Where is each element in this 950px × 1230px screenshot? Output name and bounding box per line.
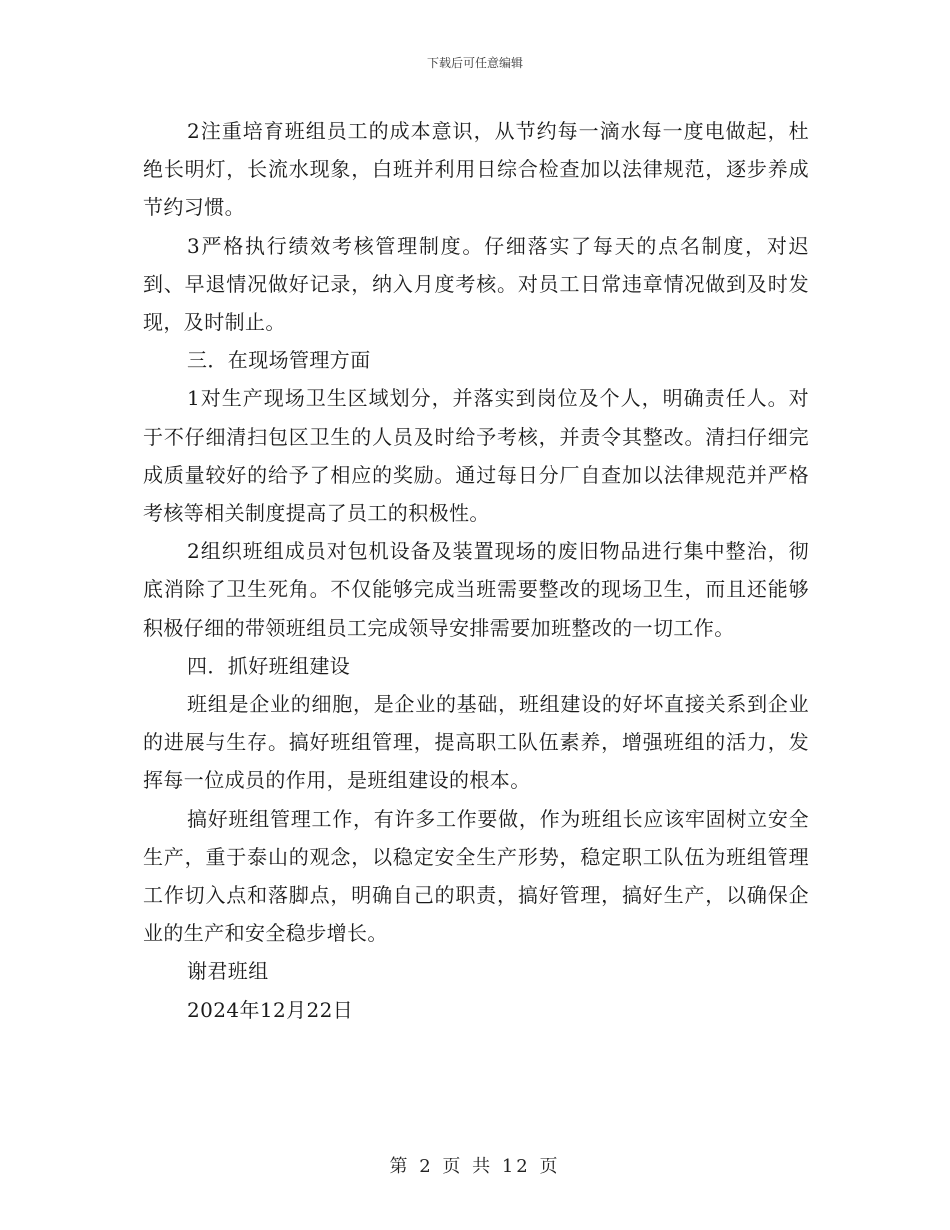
document-body <box>143 112 809 1029</box>
paragraph-team-management: 搞好班组管理工作，有许多工作要做，作为班组长应该牢固树立安全生产，重于泰山的观念，以稳定安全生产形势，稳定职工队伍为班组管理工作切入点和落脚点，明确自己的职责，搞好管理，搞好生产，以确保企业的生产和安全稳步增长。 <box>143 806 809 946</box>
paragraph-equipment-cleanup: 2组织班组成员对包机设备及装置现场的废旧物品进行集中整治，彻底消除了卫生死角。不仅能够完成当班需要整改的现场卫生，而且还能够积极仔细的带领班组员工完成领导安排需要加班整改的一切工作。 <box>143 539 809 640</box>
paragraph-hygiene-zones: 1对生产现场卫生区域划分，并落实到岗位及个人，明确责任人。对于不仔细清扫包区卫生的人员及时给予考核，并责令其整改。清扫仔细完成质量较好的给予了相应的奖励。通过每日分厂自查加以法律规范并严格考核等相关制度提高了员工的积极性。 <box>143 386 809 526</box>
paragraph-performance-assessment: 3严格执行绩效考核管理制度。仔细落实了每天的点名制度，对迟到、早退情况做好记录，纳入月度考核。对员工日常违章情况做到及时发现，及时制止。 <box>143 233 809 335</box>
section-heading-team-building: 四．抓好班组建设 <box>187 653 351 678</box>
section-heading-site-management: 三．在现场管理方面 <box>187 348 371 373</box>
page-indicator: 第 2 页 共 12 页 <box>389 1156 561 1177</box>
paragraph-team-foundation: 班组是企业的细胞，是企业的基础，班组建设的好坏直接关系到企业的进展与生存。搞好班组管理，提高职工队伍素养，增强班组的活力，发挥每一位成员的作用，是班组建设的根本。 <box>143 692 809 793</box>
signature-team-name: 谢君班组 <box>187 959 269 984</box>
paragraph-cost-awareness: 2注重培育班组员工的成本意识，从节约每一滴水每一度电做起，杜绝长明灯，长流水现象，白班并利用日综合检查加以法律规范，逐步养成节约习惯。 <box>143 119 809 220</box>
header-note: 下载后可任意编辑 <box>426 56 523 70</box>
signature-date: 2024年12月22日 <box>187 997 354 1022</box>
